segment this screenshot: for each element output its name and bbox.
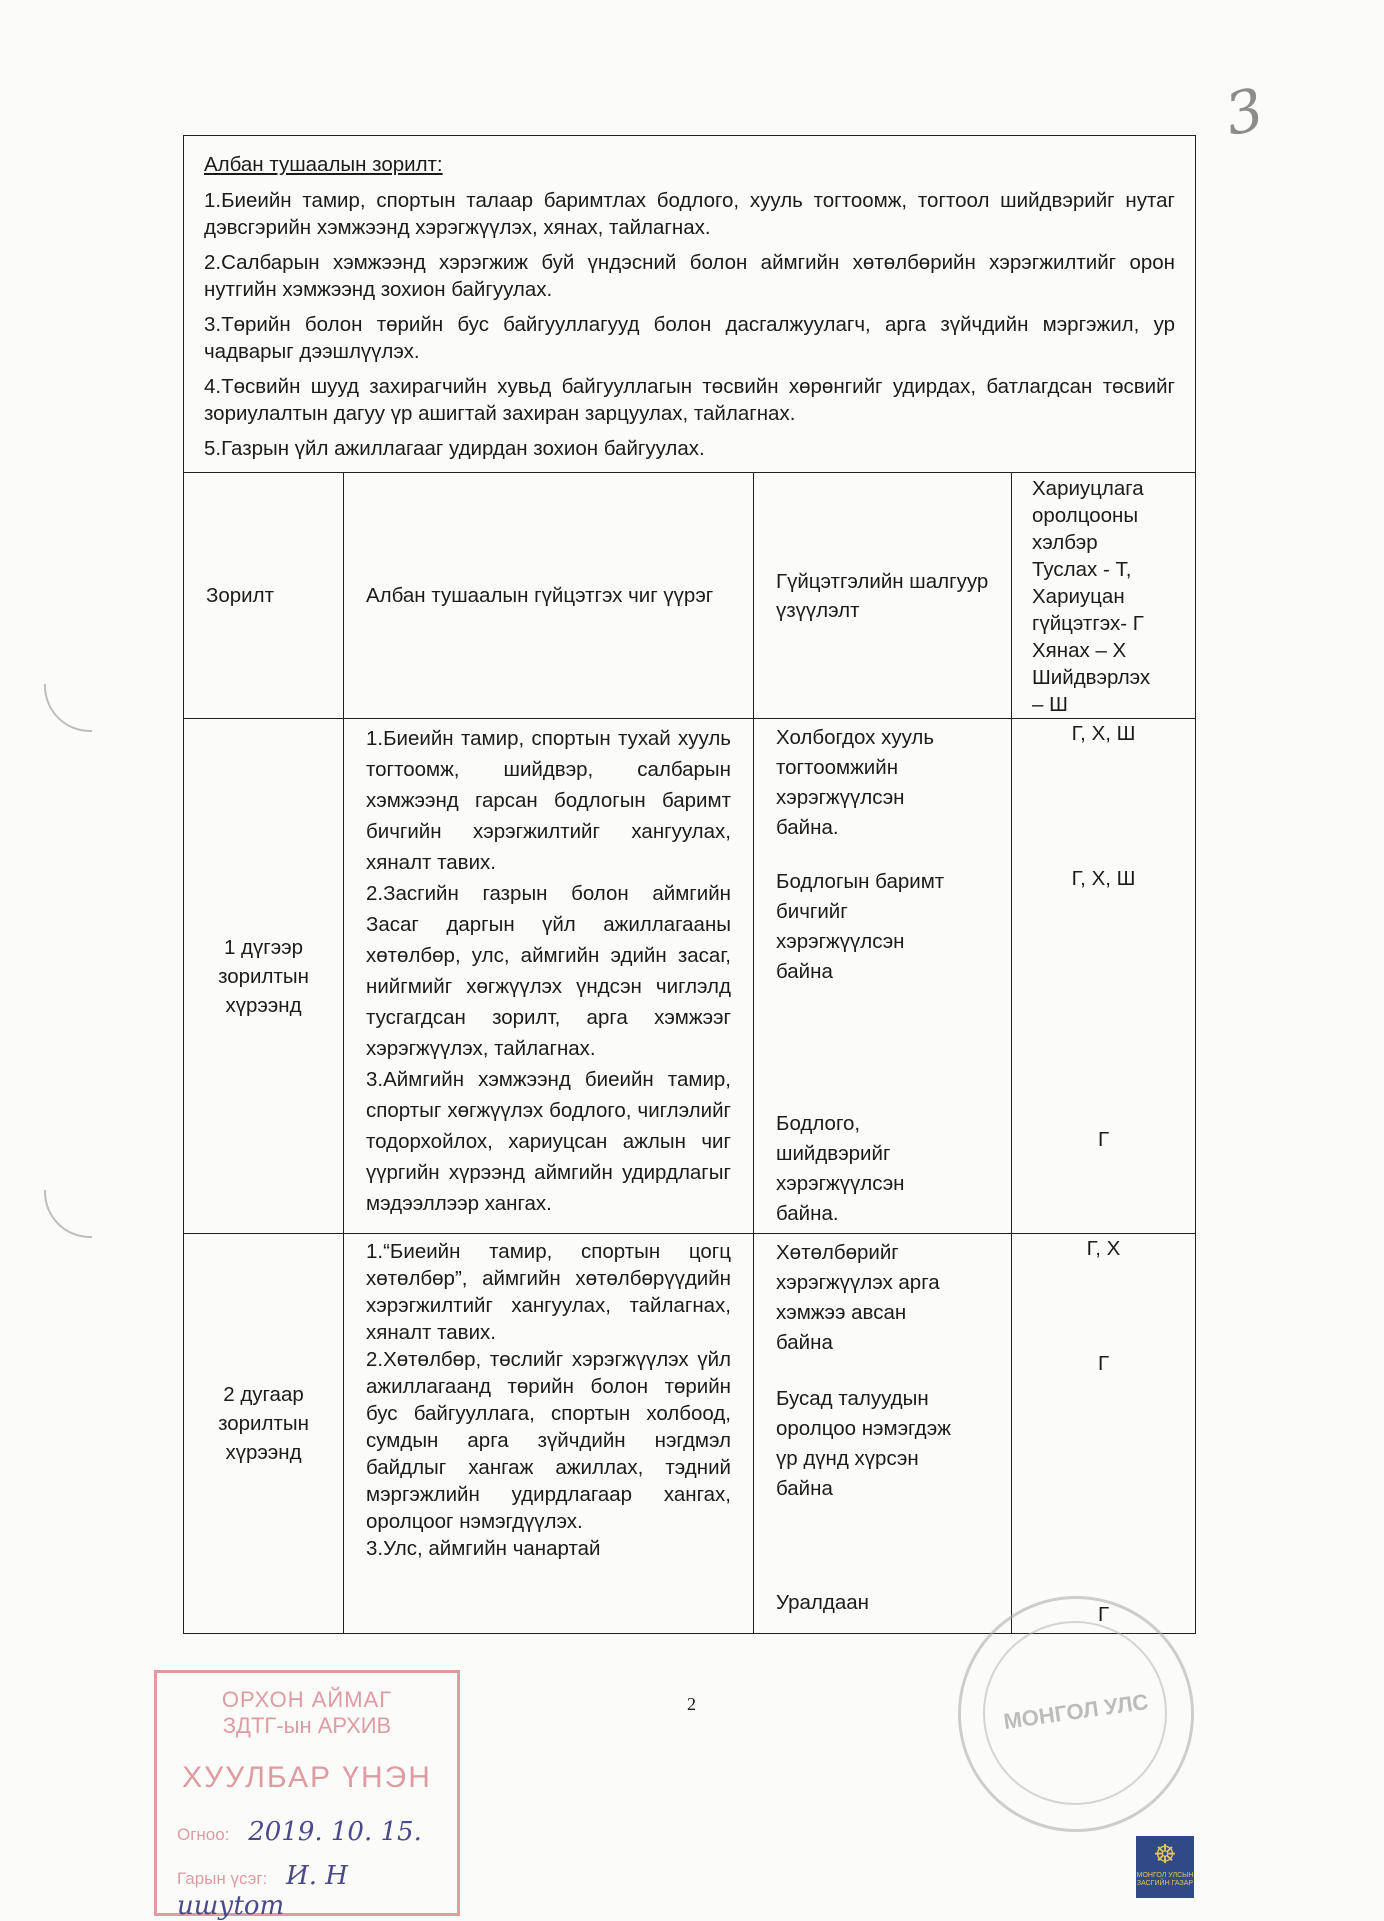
goal-item: 2.Салбарын хэмжээнд хэрэгжиж буй үндэсний болон аймгийн хөтөлбөрийн хэрэгжилтийг орон нутгийн хэмжээнд зохион байгуулах. [204, 251, 1176, 301]
government-logo [1136, 1836, 1194, 1898]
duty-cell [344, 1234, 754, 1634]
criteria-item: Хөтөлбөрийг хэрэгжүүлэх арга хэмжээ авсан байна [776, 1241, 940, 1354]
duty-item: 3.Аймгийн хэмжээнд биеийн тамир, спортыг хөгжүүлэх бодлого, чиглэлийг тодорхойлох, хариуцсан ажлын чиг үүргийн хүрээнд аймгийн удирдлагыг мэдээллээр хангах. [366, 1068, 731, 1215]
stamp-sign-value: И. Н ишуtот [177, 1861, 348, 1921]
table-header-row [184, 473, 1196, 719]
criteria-cell [754, 719, 1012, 1234]
punch-hole-mark [44, 684, 92, 732]
criteria-cell [754, 1234, 1012, 1634]
stamp-sign-row [157, 1861, 457, 1921]
form-value: Г, Х [1086, 1237, 1121, 1260]
duty-item: 2.Хөтөлбөр, төслийг хэрэгжүүлэх үйл ажиллагаанд төрийн болон төрийн бус байгууллага, спортын холбоод, сумдын арга зүйчдийн нэгдмэл байдлыг хангаж ажиллах, тэдний мэргэжлийн удирдлагаар хангах, оролцоог нэмэгдүүлэх. [366, 1348, 731, 1533]
forms-cell [1012, 719, 1196, 1234]
stamp-line: ЗДТГ-ын АРХИВ [222, 1713, 392, 1738]
goal-cell: 2 дугаар зорилтын хүрээнд [184, 1234, 344, 1634]
form-value: Г [1097, 1352, 1110, 1375]
criteria-item: Холбогдох хууль тогтоомжийн хэрэгжүүлсэн байна. [776, 726, 935, 839]
duty-item: 2.Засгийн газрын болон аймгийн Засаг даргын үйл ажиллагааны хөтөлбөр, улс, аймгийн эдийн засаг, нийгмийг хөгжүүлэх үндсэн чиглэлд тусгагдсан зорилт, арга хэмжээг хэрэгжүүлэх, тайлагнах. [366, 882, 731, 1060]
archive-copy-stamp [154, 1670, 460, 1921]
header-forms: Хариуцлага оролцооны хэлбэр Туслах - Т, Хариуцан гүйцэтгэх- Г Хянах – Х Шийдвэрлэх – Ш [1012, 473, 1196, 719]
handwritten-page-mark: 3 [1219, 74, 1270, 150]
logo-caption: МОНГОЛ УЛСЫН ЗАСГИЙН ГАЗАР [1136, 1872, 1194, 1887]
criteria-item: Бодлого, шийдвэрийг хэрэгжүүлсэн байна. [776, 1112, 905, 1225]
stamp-line: ХУУЛБАР ҮНЭН [182, 1761, 432, 1794]
official-seal [958, 1596, 1194, 1832]
goal-cell: 1 дүгээр зорилтын хүрээнд [184, 719, 344, 1234]
duty-cell [344, 719, 754, 1234]
form-value: Г, Х, Ш [1071, 722, 1136, 745]
punch-hole-mark [44, 1190, 92, 1238]
goal-item: 1.Биеийн тамир, спортын талаар баримтлах бодлого, хууль тогтоомж, тогтоол шийдвэрийг нутаг дэвсгэрийн хэмжээнд хэрэгжүүлэх, хянах, тайлагнах. [204, 189, 1176, 239]
forms-cell [1012, 1234, 1196, 1634]
duty-item: 1.“Биеийн тамир, спортын цогц хөтөлбөр”, аймгийн хөтөлбөрүүдийн хэрэгжилтийг хангуулах, тайлагнах, хяналт тавих. [366, 1240, 731, 1344]
stamp-sign-label: Гарын үсэг: [177, 1869, 268, 1888]
duty-item: 3.Улс, аймгийн чанартай [366, 1537, 601, 1560]
header-criteria: Гүйцэтгэлийн шалгуур үзүүлэлт [754, 473, 1012, 719]
soyombo-icon: ☸ [1153, 1839, 1177, 1869]
stamp-line: ОРХОН АЙМАГ [221, 1687, 393, 1712]
criteria-item: Бусад талуудын оролцоо нэмэгдэж үр дүнд хүрсэн байна [776, 1387, 951, 1500]
criteria-item: Бодлогын баримт бичгийг хэрэгжүүлсэн байна [776, 870, 945, 983]
table-row [184, 1234, 1196, 1634]
stamp-date-row [157, 1817, 457, 1847]
criteria-item: Уралдаан [776, 1591, 869, 1614]
goals-section [184, 136, 1196, 473]
duty-item: 1.Биеийн тамир, спортын тухай хууль тогтоомж, шийдвэр, салбарын хэмжээнд гарсан бодлогын баримт бичгийн хэрэгжилтийг хангуулах, хяналт тавих. [366, 727, 731, 874]
header-goal: Зорилт [184, 473, 344, 719]
goal-item: 5.Газрын үйл ажиллагааг удирдан зохион байгуулах. [204, 437, 705, 460]
form-value: Г, Х, Ш [1071, 867, 1136, 890]
seal-text: МОНГОЛ УЛС [1001, 1688, 1150, 1735]
form-value: Г [1097, 1128, 1110, 1151]
page-number: 2 [687, 1694, 696, 1714]
form-value: Г [1097, 1603, 1110, 1626]
job-description-table [183, 135, 1196, 1634]
stamp-date-value: 2019. 10. 15. [248, 1817, 422, 1847]
header-duty: Албан тушаалын гүйцэтгэх чиг үүрэг [344, 473, 754, 719]
table-row [184, 719, 1196, 1234]
goal-item: 3.Төрийн болон төрийн бус байгууллагууд болон дасгалжуулагч, арга зүйчдийн мэргэжил, ур чадварыг дээшлүүлэх. [204, 313, 1176, 363]
stamp-date-label: Огноо: [177, 1825, 230, 1844]
goal-item: 4.Төсвийн шууд захирагчийн хувьд байгууллагын төсвийн хөрөнгийг удирдах, батлагдсан төсвийг зориулалтын дагуу үр ашигтай захиран зарцуулах, тайлагнах. [204, 375, 1176, 425]
goals-title: Албан тушаалын зорилт: [204, 153, 443, 176]
